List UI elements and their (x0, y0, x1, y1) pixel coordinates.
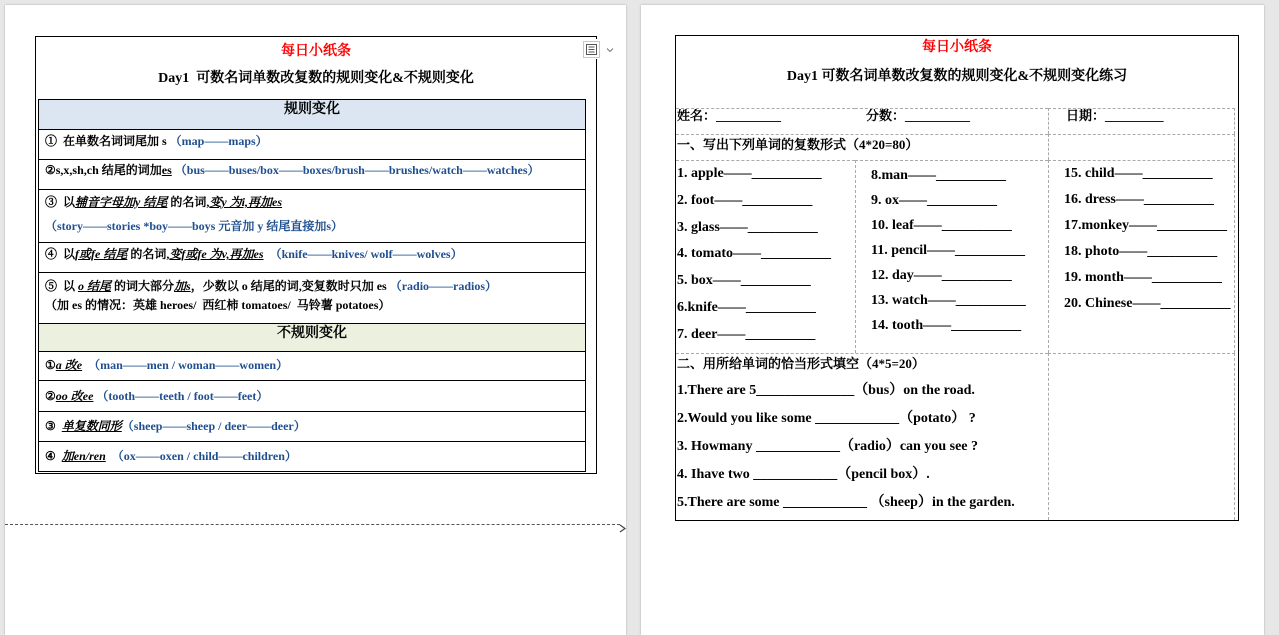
rule-example: （man——men / woman——women） (82, 358, 289, 372)
rule-line (45, 296, 585, 315)
page-title: 每日小纸条 (922, 40, 992, 55)
word-item: 2. foot——__________ (677, 192, 813, 208)
sentence-list (677, 377, 1048, 517)
rule-example: （tooth——teeth / foot——feet） (93, 389, 269, 403)
word-item: 12. day——__________ (871, 268, 1012, 283)
word-item: 7. deer——__________ (677, 326, 816, 342)
rule-keyword: es (161, 163, 172, 177)
date-field: 日期：_________ (1048, 108, 1235, 134)
word-item: 15. child——__________ (1064, 166, 1213, 181)
rule-example: （bus——buses/box——boxes/brush——brushes/watch——watches） (171, 163, 540, 177)
rule-text: ④ 以 (45, 247, 76, 261)
word-item: 3. glass——__________ (677, 219, 818, 235)
empty-cell (1048, 353, 1235, 520)
chevron-down-icon[interactable] (606, 40, 614, 58)
word-item: 11. pencil——__________ (871, 243, 1026, 258)
word-item: 6.knife——__________ (677, 299, 816, 315)
word-column-2 (855, 160, 1048, 353)
rule-row (39, 243, 585, 273)
rule-text: ① (45, 358, 56, 372)
word-item: 19. month——__________ (1064, 270, 1222, 285)
irregular-row (39, 442, 585, 471)
rule-keyword: 变y 为i,再加es (209, 195, 283, 209)
document-page-left[interactable] (5, 5, 626, 635)
rule-text: ④ (45, 449, 62, 463)
section2 (676, 353, 1048, 520)
name-field: 姓名：__________ (676, 108, 855, 134)
rule-example: （ox——oxen / child——children） (105, 449, 297, 463)
word-item: 13. watch——__________ (871, 293, 1026, 308)
sentence-item: 5.There are some ____________ （sheep）in the garden. (677, 495, 1015, 510)
rule-keyword: 辅音字母加y 结尾 (75, 195, 168, 209)
rule-keyword: f或fe 结尾 (75, 247, 128, 261)
rule-note: （加 es 的情况：英雄 heroes/ 西红柿 tomatoes/ 马铃薯 potatoes） (45, 298, 391, 312)
rule-text: 的名词, (167, 195, 210, 209)
exercise-note-box (675, 35, 1239, 521)
rule-text: ② (45, 389, 56, 403)
score-field: 分数：__________ (855, 108, 1048, 134)
rule-keyword: o 结尾 (78, 279, 112, 293)
word-item: 1. apple——__________ (677, 166, 822, 181)
sentence-item: 2.Would you like some ____________（potato） ? (677, 411, 976, 426)
word-item: 17.monkey——__________ (1064, 218, 1227, 233)
irregular-row (39, 412, 585, 442)
rule-text: ②s,x,sh,ch 结尾的词加 (45, 163, 162, 177)
rule-row (39, 130, 585, 160)
arrow-right-icon (619, 520, 627, 529)
layout-options-icon (583, 41, 600, 58)
rule-line (45, 190, 585, 214)
rule-text: 的名词, (127, 247, 170, 261)
regular-header: 规则变化 (39, 100, 585, 130)
rule-keyword: 加s (174, 279, 191, 293)
rule-text: ③ 以 (45, 195, 76, 209)
sentence-item: 3. Howmany ____________（radio）can you see ? (677, 439, 978, 454)
rule-text: ③ (45, 419, 62, 433)
word-item: 16. dress——__________ (1064, 192, 1214, 207)
word-item: 8.man——__________ (871, 168, 1006, 183)
layout-options-button[interactable] (581, 39, 617, 59)
word-item: 18. photo——__________ (1064, 244, 1218, 259)
rule-row (39, 160, 585, 190)
irregular-row (39, 352, 585, 381)
word-item: 5. box——__________ (677, 273, 811, 289)
sentence-item: 1.There are 5______________（bus）on the road. (677, 383, 975, 398)
sentence-item: 4. Ihave two ____________（pencil box）. (677, 467, 930, 482)
rule-text: 的词大部分 (111, 279, 175, 293)
rules-note-box (35, 36, 597, 474)
rule-example: （radio——radios） (389, 279, 498, 293)
rule-keyword: a 改e (55, 358, 83, 372)
irregular-row (39, 381, 585, 412)
rule-row (39, 273, 585, 324)
page-title: 每日小纸条 (281, 44, 351, 59)
word-item: 14. tooth——__________ (871, 318, 1022, 333)
document-page-right[interactable] (641, 5, 1264, 635)
word-column-1 (676, 160, 855, 353)
section-break-line (5, 524, 620, 525)
rule-text: ① 在单数名词词尾加 s (45, 134, 170, 148)
page-subtitle: Day1 可数名词单数改复数的规则变化&不规则变化 (158, 71, 474, 86)
section2-heading: 二、用所给单词的恰当形式填空（4*5=20） (677, 356, 925, 371)
word-item: 10. leaf——__________ (871, 218, 1012, 233)
rule-keyword: 加en/ren (61, 449, 106, 463)
exercise-table (676, 108, 1235, 520)
empty-cell (1048, 134, 1235, 160)
section1-heading: 一、写出下列单词的复数形式（4*20=80） (676, 134, 1048, 160)
rules-table (38, 99, 586, 472)
rule-keyword: 单复数同形 (61, 419, 122, 433)
word-item: 9. ox——__________ (871, 193, 997, 208)
rule-example: （sheep——sheep / deer——deer） (121, 419, 306, 433)
rule-row (39, 190, 585, 243)
irregular-header: 不规则变化 (39, 324, 585, 352)
rule-example: （knife——knives/ wolf——wolves） (263, 247, 463, 261)
rule-example: （story——stories *boy——boys 元音加 y 结尾直接加s） (45, 219, 344, 233)
page-subtitle: Day1 可数名词单数改复数的规则变化&不规则变化练习 (786, 69, 1128, 84)
rule-example: （map——maps） (169, 134, 268, 148)
rule-keyword: oo 改ee (55, 389, 94, 403)
rule-line (45, 277, 585, 296)
rule-text: ⑤ 以 (45, 279, 79, 293)
rule-keyword: 变f或fe 为v,再加es (169, 247, 264, 261)
rule-text: ，少数以 o 结尾的词,变复数时只加 es (190, 279, 390, 293)
word-item: 20. Chinese——__________ (1064, 296, 1231, 311)
word-item: 4. tomato——__________ (677, 246, 831, 262)
word-column-3 (1048, 160, 1235, 353)
rule-line (45, 214, 585, 238)
